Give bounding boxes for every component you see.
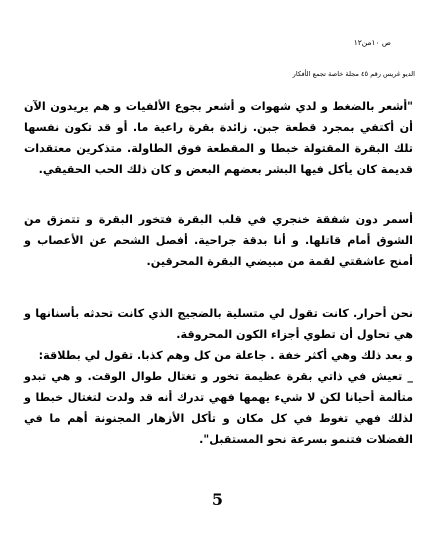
paragraph-1 bbox=[24, 96, 413, 180]
page-number: 5 bbox=[211, 490, 224, 509]
paragraph-text: "أشعر بالضغط و لدي شهوات و أشعر بجوع الألفيات و هم يريدون الآن أن أكتفي بمجرد قطعة جبن. زائدة بقرة راعية ما. أو قد تكون نفسها تلك البقرة المقتولة خبطا و المقطعة فوق الطاولة. متذكرين معتقدات قديمة كان يأكل فيها البشر بعضهم البعض و كان ذلك الحب الحقيقي. bbox=[24, 100, 413, 176]
page-reference: ص ١٠من١٢ bbox=[353, 38, 391, 47]
paragraph-text: و بعد ذلك وهي أكثر خفة . جاعلة من كل وهم كذبا. تقول لي بطلاقة: bbox=[38, 349, 413, 362]
paragraph-text: _ تعيش في ذاتي بقرة عظيمة تخور و تغتال طوال الوقت. و هي تبدو متألمة أحيانا لكن لا شيء يهمها فهي تدرك أنه قد ولدت لتغتال خبطا و لذلك فهي تغوط في كل مكان و تأكل الأزهار المجنونة أهم ما في الفضلات فتنمو بسرعة نحو المستقبل". bbox=[24, 370, 413, 446]
paragraph-3 bbox=[24, 303, 413, 450]
publication-header: الديو غريس رقم ٤٥ مجلة خاصة تجمع الأفكار bbox=[292, 70, 415, 78]
paragraph-2 bbox=[24, 209, 413, 272]
paragraph-text: أسمر دون شفقة خنجري في قلب البقرة فتخور البقرة و تتمزق من الشوق أمام قاتلها. و أنا بدقة جراحية. أفصل الشحم عن الأعصاب و أمنح عاشقتي لقمة من مبيضي البقرة المحرقين. bbox=[24, 213, 413, 268]
paragraph-text: نحن أحرار. كانت تقول لي متسلية بالضجيج الذي كانت تحدثه بأسنانها و هي تحاول أن تطوي أجزاء الكون المحروقة. bbox=[24, 307, 413, 341]
